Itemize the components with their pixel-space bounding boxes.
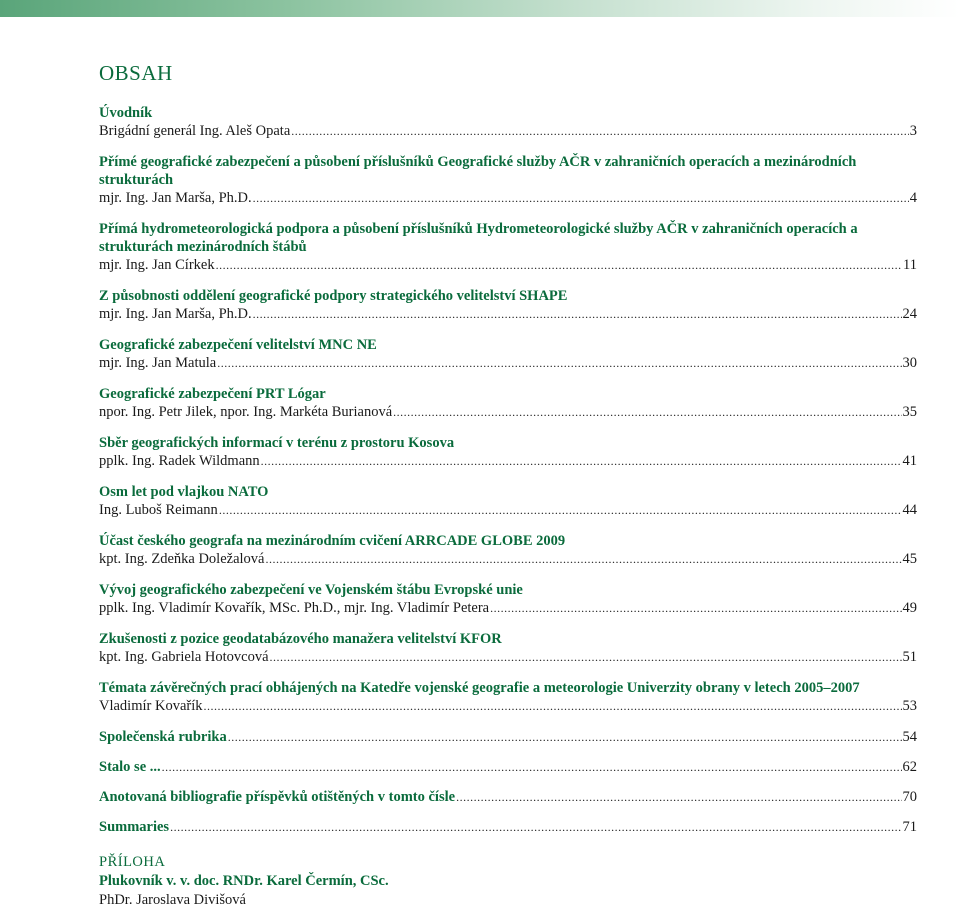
toc-entry-title: Geografické zabezpečení PRT Lógar xyxy=(99,386,326,402)
toc-entry-page: 24 xyxy=(902,306,917,322)
toc-entry-author-row xyxy=(99,256,917,275)
toc-entry[interactable] xyxy=(99,385,917,422)
toc-entry-author: Brigádní generál Ing. Aleš Opata xyxy=(99,123,291,139)
toc-entry-author-row xyxy=(99,648,917,667)
toc-entry-author-row xyxy=(99,599,917,618)
toc-entry-author: Vladimír Kovařík xyxy=(99,698,203,714)
dot-leader xyxy=(170,818,901,837)
toc-section-page: 62 xyxy=(902,759,917,775)
toc-section-page: 54 xyxy=(902,729,917,745)
toc-sections xyxy=(99,728,917,837)
dot-leader xyxy=(204,697,902,716)
dot-leader xyxy=(219,501,902,520)
toc-entry-page: 4 xyxy=(909,190,917,206)
toc-entry-page: 11 xyxy=(903,257,917,273)
toc-entry-author-row xyxy=(99,501,917,520)
appendix xyxy=(99,853,917,910)
toc-section-title: Společenská rubrika xyxy=(99,729,227,745)
toc-section[interactable] xyxy=(99,818,917,837)
toc-entry[interactable] xyxy=(99,434,917,471)
toc-entry-author-row xyxy=(99,550,917,569)
header-gradient-bar xyxy=(0,0,960,17)
toc-entry[interactable] xyxy=(99,220,917,275)
toc-entry[interactable] xyxy=(99,630,917,667)
toc-entry-author: kpt. Ing. Gabriela Hotovcová xyxy=(99,649,269,665)
toc-entry[interactable] xyxy=(99,679,917,716)
toc-entry-title: Osm let pod vlajkou NATO xyxy=(99,484,269,500)
dot-leader xyxy=(261,452,902,471)
toc-entry-author: mjr. Ing. Jan Matula xyxy=(99,355,217,371)
toc-section-row xyxy=(99,818,917,837)
toc-entry[interactable] xyxy=(99,336,917,373)
toc-entry-page: 45 xyxy=(902,551,917,567)
dot-leader xyxy=(456,788,901,807)
toc-entry-page: 49 xyxy=(902,600,917,616)
toc-section-row xyxy=(99,788,917,807)
toc-entry-author: Ing. Luboš Reimann xyxy=(99,502,218,518)
toc-entry-author-row xyxy=(99,354,917,373)
toc-entry-author: mjr. Ing. Jan Marša, Ph.D. xyxy=(99,190,252,206)
toc-section-page: 71 xyxy=(902,819,917,835)
toc-entry-author-row xyxy=(99,452,917,471)
toc-entry-title: Účast českého geografa na mezinárodním cvičení ARRCADE GLOBE 2009 xyxy=(99,533,566,549)
toc-entry[interactable] xyxy=(99,153,917,208)
toc-section-title: Summaries xyxy=(99,819,170,835)
toc-entry-author-row xyxy=(99,122,917,141)
dot-leader xyxy=(253,189,909,208)
dot-leader xyxy=(162,758,902,777)
toc-section[interactable] xyxy=(99,758,917,777)
toc-section-title: Stalo se ... xyxy=(99,759,161,775)
toc-entry-author: npor. Ing. Petr Jilek, npor. Ing. Markéta Burianová xyxy=(99,404,393,420)
dot-leader xyxy=(393,403,901,422)
dot-leader xyxy=(490,599,901,618)
toc-entry-title: Přímé geografické zabezpečení a působení příslušníků Geografické služby AČR v zahraničních operacích a mezinárodních strukturách xyxy=(99,154,857,188)
toc-section[interactable] xyxy=(99,788,917,807)
toc-entry-title: Sběr geografických informací v terénu z prostoru Kosova xyxy=(99,435,455,451)
toc-section-title: Anotovaná bibliografie příspěvků otištěných v tomto čísle xyxy=(99,789,456,805)
page-title: OBSAH xyxy=(99,61,173,85)
toc-entry-page: 44 xyxy=(902,502,917,518)
toc-entry-title: Z působnosti oddělení geografické podpory strategického velitelství SHAPE xyxy=(99,288,568,304)
toc-entry-author: mjr. Ing. Jan Církek xyxy=(99,257,215,273)
toc-section-row xyxy=(99,728,917,747)
toc-entry-author-row xyxy=(99,189,917,208)
toc-entry-author: kpt. Ing. Zdeňka Doležalová xyxy=(99,551,265,567)
toc-entry-intro[interactable] xyxy=(99,104,917,141)
dot-leader xyxy=(216,256,902,275)
toc-entry-author-row xyxy=(99,403,917,422)
appendix-label: PŘÍLOHA xyxy=(99,854,166,870)
toc-entry-title: Vývoj geografického zabezpečení ve Vojenském štábu Evropské unie xyxy=(99,582,523,598)
dot-leader xyxy=(270,648,902,667)
dot-leader xyxy=(217,354,901,373)
toc-entry[interactable] xyxy=(99,532,917,569)
toc-entry-page: 3 xyxy=(909,123,917,139)
toc-entry[interactable] xyxy=(99,483,917,520)
toc-entry-title: Zkušenosti z pozice geodatabázového manažera velitelství KFOR xyxy=(99,631,502,647)
toc-entry-page: 30 xyxy=(902,355,917,371)
toc-entry-page: 51 xyxy=(902,649,917,665)
appendix-title: Plukovník v. v. doc. RNDr. Karel Čermín, CSc. xyxy=(99,873,389,889)
toc-section-row xyxy=(99,758,917,777)
appendix-author: PhDr. Jaroslava Divišová xyxy=(99,892,246,908)
toc-entry-author: pplk. Ing. Radek Wildmann xyxy=(99,453,260,469)
dot-leader xyxy=(265,550,901,569)
toc-section[interactable] xyxy=(99,728,917,747)
toc-entry-page: 35 xyxy=(902,404,917,420)
toc-entry-author: pplk. Ing. Vladimír Kovařík, MSc. Ph.D., mjr. Ing. Vladimír Petera xyxy=(99,600,490,616)
toc-entry-title: Úvodník xyxy=(99,105,153,121)
toc-entry-title: Geografické zabezpečení velitelství MNC NE xyxy=(99,337,377,353)
toc-entry-page: 41 xyxy=(902,453,917,469)
toc-entry-page: 53 xyxy=(902,698,917,714)
toc-entry[interactable] xyxy=(99,287,917,324)
table-of-contents xyxy=(99,60,917,910)
dot-leader xyxy=(253,305,902,324)
toc-entry-author-row xyxy=(99,305,917,324)
toc-entry-author-row xyxy=(99,697,917,716)
dot-leader xyxy=(291,122,908,141)
dot-leader xyxy=(228,728,902,747)
toc-section-page: 70 xyxy=(902,789,917,805)
toc-entry-title: Témata závěrečných prací obhájených na Katedře vojenské geografie a meteorologie Univerzity obrany v letech 2005–2007 xyxy=(99,680,860,696)
toc-entries xyxy=(99,153,917,716)
toc-entry-author: mjr. Ing. Jan Marša, Ph.D. xyxy=(99,306,252,322)
toc-entry-title: Přímá hydrometeorologická podpora a působení příslušníků Hydrometeorologické služby AČR v zahraničních operacích a strukturách mezinárodních štábů xyxy=(99,221,858,255)
toc-entry[interactable] xyxy=(99,581,917,618)
